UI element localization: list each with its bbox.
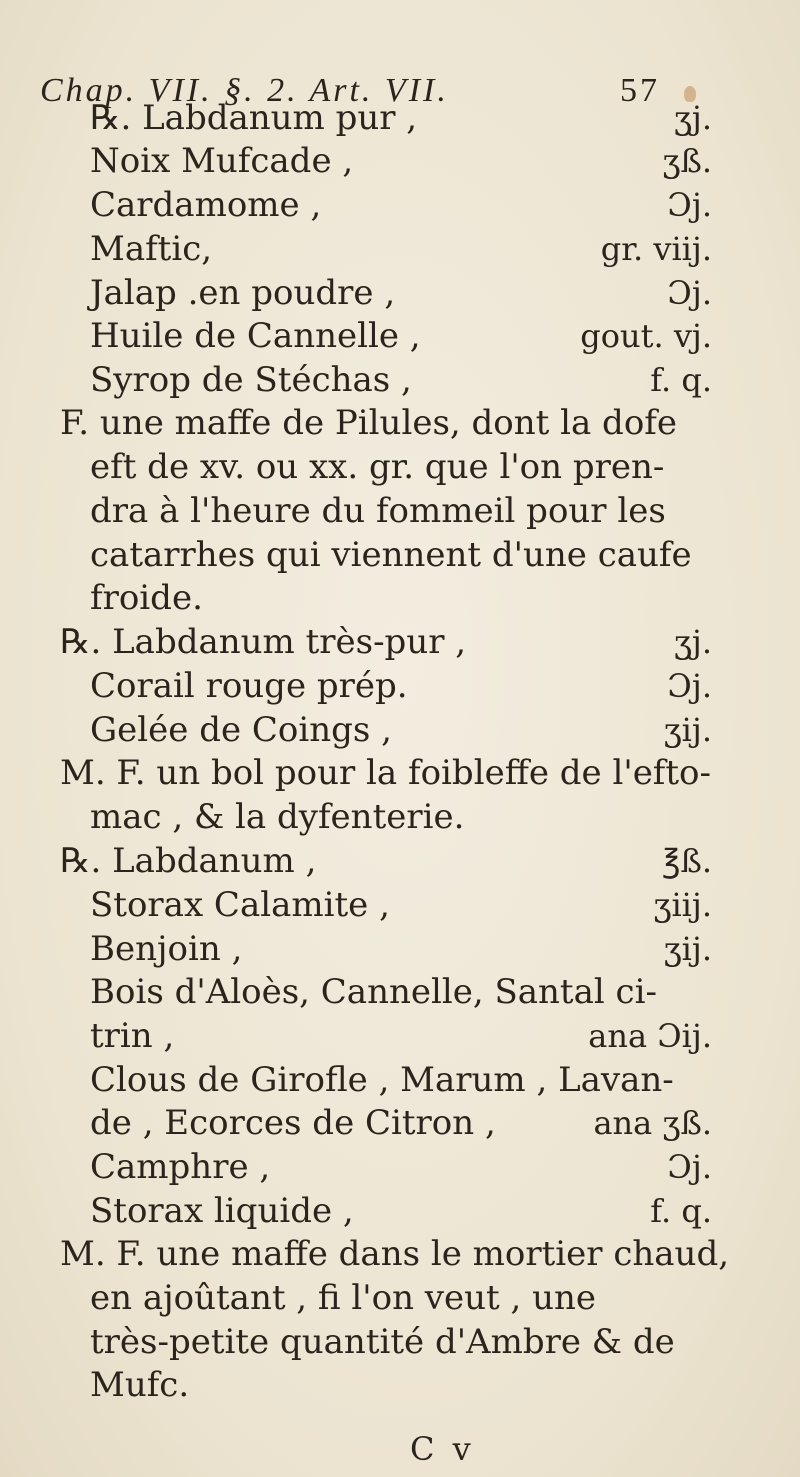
line-text: Storax Calamite , bbox=[90, 885, 390, 925]
dosage-quantity: f. q. bbox=[650, 1192, 712, 1230]
text-line bbox=[90, 882, 712, 928]
text-line bbox=[90, 226, 712, 272]
dosage-quantity: gout. vj. bbox=[580, 317, 712, 355]
line-text: trin , bbox=[90, 1016, 175, 1056]
line-text: M. F. une maffe dans le mortier chaud, bbox=[60, 1234, 730, 1274]
line-text: mac , & la dyfenterie. bbox=[90, 797, 465, 837]
line-text: Benjoin , bbox=[90, 929, 243, 969]
line-text: en ajoûtant , fi l'on veut , une bbox=[90, 1278, 597, 1318]
dosage-quantity: ʒiij. bbox=[653, 886, 712, 924]
page-number: 57 bbox=[620, 72, 660, 109]
text-line bbox=[90, 138, 712, 184]
dosage-quantity: f. q. bbox=[650, 361, 712, 399]
dosage-quantity: ana ʒß. bbox=[593, 1104, 712, 1142]
dosage-quantity: ana Ɔij. bbox=[588, 1017, 712, 1055]
text-line bbox=[90, 575, 712, 621]
text-line bbox=[90, 707, 712, 753]
line-text: dra à l'heure du fommeil pour les bbox=[90, 491, 666, 531]
line-text: Gelée de Coings , bbox=[90, 710, 392, 750]
dosage-quantity: ℥ß. bbox=[661, 842, 712, 880]
dosage-quantity: ʒij. bbox=[663, 711, 712, 749]
text-line bbox=[90, 1100, 712, 1146]
text-line bbox=[90, 488, 712, 534]
dosage-quantity: gr. viij. bbox=[600, 230, 712, 268]
text-line bbox=[90, 969, 712, 1015]
text-line bbox=[60, 619, 712, 665]
text-line bbox=[90, 926, 712, 972]
text-line bbox=[90, 1319, 712, 1365]
text-line bbox=[90, 1057, 712, 1103]
line-text: Jalap .en poudre , bbox=[90, 273, 396, 313]
line-text: F. une maffe de Pilules, dont la dofe bbox=[60, 403, 677, 443]
line-text: Syrop de Stéchas , bbox=[90, 360, 412, 400]
dosage-quantity: Ɔj. bbox=[667, 274, 712, 312]
line-text: très-petite quantité d'Ambre & de bbox=[90, 1322, 675, 1362]
line-text: catarrhes qui viennent d'une caufe bbox=[90, 535, 692, 575]
text-line bbox=[90, 1362, 712, 1408]
text-line bbox=[60, 750, 712, 796]
line-text: Camphre , bbox=[90, 1147, 271, 1187]
line-text: Noix Mufcade , bbox=[90, 141, 354, 181]
text-line bbox=[90, 1013, 712, 1059]
text-line bbox=[90, 313, 712, 359]
dosage-quantity: Ɔj. bbox=[667, 667, 712, 705]
line-text: Clous de Girofle , Marum , Lavan- bbox=[90, 1060, 674, 1100]
text-line bbox=[90, 663, 712, 709]
line-text: froide. bbox=[90, 578, 203, 618]
text-line bbox=[90, 95, 712, 141]
text-line bbox=[90, 532, 712, 578]
text-line bbox=[90, 357, 712, 403]
chapter-heading: Chap. VII. §. 2. Art. VII. bbox=[40, 72, 449, 109]
text-line bbox=[60, 1231, 730, 1277]
line-text: Maftic, bbox=[90, 229, 213, 269]
dosage-quantity: Ɔj. bbox=[667, 186, 712, 224]
dosage-quantity: ʒij. bbox=[663, 930, 712, 968]
signature-mark: C v bbox=[410, 1430, 475, 1468]
text-line bbox=[90, 1275, 712, 1321]
line-text: M. F. un bol pour la foibleffe de l'efto- bbox=[60, 753, 712, 793]
line-text: Mufc. bbox=[90, 1365, 190, 1405]
line-text: Corail rouge prép. bbox=[90, 666, 408, 706]
line-text: eft de xv. ou xx. gr. que l'on pren- bbox=[90, 447, 665, 487]
text-line bbox=[60, 400, 712, 446]
dosage-quantity: ʒj. bbox=[673, 623, 712, 661]
text-line bbox=[90, 794, 712, 840]
text-line bbox=[90, 270, 712, 316]
dosage-quantity: Ɔj. bbox=[667, 1148, 712, 1186]
text-line bbox=[60, 838, 712, 884]
line-text: Storax liquide , bbox=[90, 1191, 354, 1231]
line-text: ℞. Labdanum pur , bbox=[90, 98, 418, 138]
text-line bbox=[90, 1188, 712, 1234]
text-line bbox=[90, 1144, 712, 1190]
line-text: ℞. Labdanum , bbox=[60, 841, 317, 881]
line-text: Huile de Cannelle , bbox=[90, 316, 421, 356]
text-line bbox=[90, 182, 712, 228]
line-text: de , Ecorces de Citron , bbox=[90, 1103, 496, 1143]
dosage-quantity: ʒß. bbox=[662, 142, 712, 180]
line-text: ℞. Labdanum très-pur , bbox=[60, 622, 467, 662]
line-text: Bois d'Aloès, Cannelle, Santal ci- bbox=[90, 972, 657, 1012]
dosage-quantity: ʒj. bbox=[673, 99, 712, 137]
line-text: Cardamome , bbox=[90, 185, 322, 225]
text-line bbox=[90, 444, 712, 490]
